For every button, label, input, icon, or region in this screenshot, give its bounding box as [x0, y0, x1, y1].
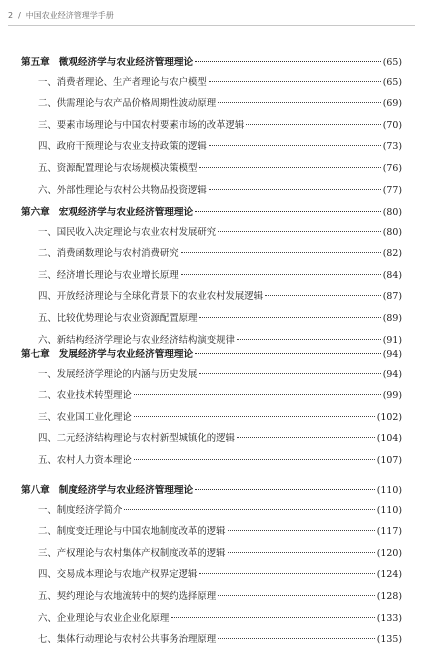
section-title: 五、比较优势理论与农业资源配置原理 [38, 313, 198, 324]
section-title: 三、要素市场理论与中国农村要素市场的改革逻辑 [38, 119, 245, 131]
toc-section-row [21, 367, 402, 383]
section-page-number: (120) [376, 547, 402, 559]
toc-section-row [21, 453, 402, 469]
section-page-number: (102) [376, 411, 402, 423]
dot-leader [246, 124, 380, 125]
section-page-number: (84) [382, 269, 402, 281]
section-title: 四、交易成本理论与农地产权界定逻辑 [38, 569, 198, 581]
section-page-number: (91) [382, 334, 402, 346]
toc-section-row [21, 410, 402, 426]
toc-chapter-row [21, 347, 402, 363]
section-title: 一、制度经济学简介 [38, 504, 123, 516]
section-page-number: (69) [382, 98, 402, 110]
section-page-number: (99) [382, 390, 402, 402]
section-page-number: (133) [376, 612, 402, 624]
dot-leader [218, 102, 381, 103]
section-page-number: (76) [382, 163, 402, 174]
section-page-number: (117) [376, 526, 402, 538]
chapter-number: 第五章 [21, 57, 50, 68]
section-title: 一、消费者理论、生产者理论与农户模型 [38, 76, 207, 88]
dot-leader [228, 552, 375, 553]
dot-leader [134, 394, 381, 395]
section-page-number: (135) [376, 634, 402, 646]
toc-section-row [21, 311, 402, 327]
section-page-number: (89) [382, 313, 402, 324]
section-title: 七、集体行动理论与农村公共事务治理原理 [38, 634, 217, 646]
section-page-number: (87) [382, 291, 402, 303]
dot-leader [199, 167, 380, 168]
toc-section-row [21, 246, 402, 262]
toc-chapter-row [21, 483, 402, 499]
dot-leader [195, 211, 381, 212]
section-title: 六、新结构经济学理论与农业经济结构演变规律 [38, 334, 235, 346]
dot-leader [181, 252, 381, 253]
section-title: 三、农业国工业化理论 [38, 411, 132, 423]
chapter-title: 微观经济学与农业经济管理理论 [58, 57, 194, 68]
toc-section-row [21, 524, 402, 540]
toc-chapter-row [21, 55, 402, 71]
dot-leader [195, 61, 381, 62]
toc-section-row [21, 431, 402, 447]
toc-section-row [21, 567, 402, 583]
dot-leader [134, 459, 375, 460]
section-title: 六、外部性理论与农村公共物品投资逻辑 [38, 184, 207, 196]
toc-section-row [21, 388, 402, 404]
dot-leader [237, 339, 381, 340]
section-page-number: (65) [382, 76, 402, 88]
section-title: 三、产权理论与农村集体产权制度改革的逻辑 [38, 547, 226, 559]
section-page-number: (104) [376, 433, 402, 445]
toc-section-row [21, 268, 402, 284]
section-page-number: (80) [382, 226, 402, 238]
chapter-page-number: (65) [382, 57, 402, 68]
dot-leader [181, 274, 381, 275]
chapter-heading [21, 205, 193, 221]
chapter-page-number: (110) [376, 485, 402, 496]
dot-leader [218, 595, 375, 596]
toc-section-row [21, 289, 402, 305]
chapter-heading [21, 55, 193, 71]
dot-leader [218, 638, 375, 639]
section-title: 五、农村人力资本理论 [38, 455, 132, 466]
section-title: 一、发展经济学理论的内涵与历史发展 [38, 368, 198, 380]
section-page-number: (77) [382, 184, 402, 196]
dot-leader [134, 416, 375, 417]
toc-section-row [21, 632, 402, 648]
dot-leader [218, 231, 381, 232]
dot-leader [228, 530, 375, 531]
section-page-number: (70) [382, 119, 402, 131]
toc-section-row [21, 611, 402, 627]
section-title: 六、企业理论与农业企业化原理 [38, 612, 170, 624]
toc-section-row [21, 225, 402, 241]
running-head [8, 10, 114, 21]
header-divider [8, 25, 415, 26]
dot-leader [199, 317, 380, 318]
running-head-book-title: 中国农业经济管理学手册 [25, 11, 114, 20]
dot-leader [265, 295, 381, 296]
section-title: 四、二元经济结构理论与农村新型城镇化的逻辑 [38, 433, 235, 445]
section-title: 三、经济增长理论与农业增长原理 [38, 269, 179, 281]
section-title: 四、开放经济理论与全球化背景下的农业农村发展逻辑 [38, 291, 264, 303]
section-title: 一、国民收入决定理论与农业农村发展研究 [38, 226, 217, 238]
dot-leader [199, 573, 374, 574]
section-page-number: (73) [382, 141, 402, 153]
toc-section-row [21, 183, 402, 199]
toc-section-row [21, 139, 402, 155]
toc-section-row [21, 503, 402, 519]
section-page-number: (124) [376, 569, 402, 581]
section-title: 二、制度变迁理论与中国农地制度改革的逻辑 [38, 526, 226, 538]
running-head-separator: / [18, 11, 21, 20]
chapter-page-number: (80) [382, 207, 402, 218]
toc-chapter-row [21, 205, 402, 221]
chapter-title: 发展经济学与农业经济管理理论 [58, 349, 194, 360]
section-page-number: (82) [382, 248, 402, 260]
section-title: 二、消费函数理论与农村消费研究 [38, 248, 179, 260]
chapter-title: 制度经济学与农业经济管理理论 [58, 485, 194, 496]
section-page-number: (107) [376, 455, 402, 466]
chapter-number: 第七章 [21, 349, 50, 360]
toc-section-row [21, 118, 402, 134]
dot-leader [195, 489, 375, 490]
toc-section-row [21, 161, 402, 177]
dot-leader [195, 353, 381, 354]
dot-leader [209, 81, 381, 82]
dot-leader [124, 509, 374, 510]
dot-leader [237, 437, 375, 438]
dot-leader [209, 189, 381, 190]
chapter-heading [21, 347, 193, 363]
chapter-title: 宏观经济学与农业经济管理理论 [58, 207, 194, 218]
chapter-number: 第六章 [21, 207, 50, 218]
chapter-number: 第八章 [21, 485, 50, 496]
toc-section-row [21, 96, 402, 112]
section-title: 五、契约理论与农地流转中的契约选择原理 [38, 591, 217, 602]
dot-leader [209, 145, 381, 146]
running-head-page-number: 2 [8, 11, 14, 20]
section-page-number: (94) [382, 368, 402, 380]
dot-leader [171, 617, 375, 618]
section-title: 五、资源配置理论与农场规模决策模型 [38, 163, 198, 174]
section-title: 二、农业技术转型理论 [38, 390, 132, 402]
toc-section-row [21, 546, 402, 562]
chapter-page-number: (94) [382, 349, 402, 360]
toc-section-row [21, 589, 402, 605]
chapter-heading [21, 483, 193, 499]
section-title: 四、政府干预理论与农业支持政策的逻辑 [38, 141, 207, 153]
dot-leader [199, 373, 380, 374]
section-page-number: (110) [376, 504, 402, 516]
section-page-number: (128) [376, 591, 402, 602]
section-title: 二、供需理论与农产品价格周期性波动原理 [38, 98, 217, 110]
toc-section-row [21, 75, 402, 91]
